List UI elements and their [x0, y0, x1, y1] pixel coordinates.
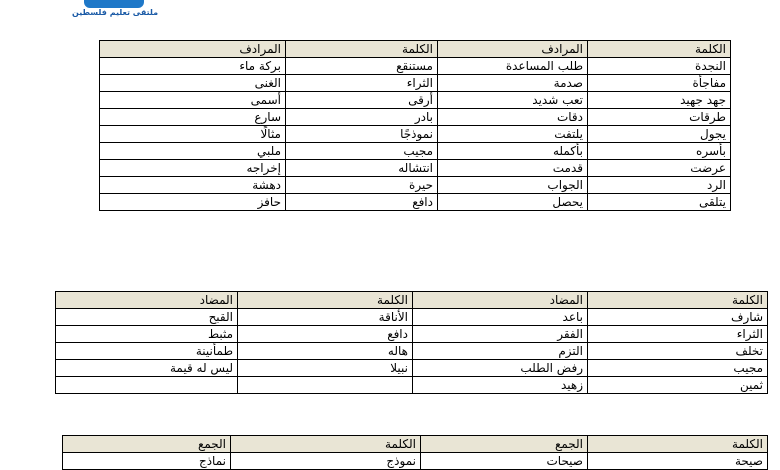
plurals-table — [62, 435, 768, 470]
table-cell: مثبط — [56, 326, 238, 343]
column-header: الكلمة — [286, 41, 438, 58]
table-row — [100, 143, 731, 160]
table-cell: الثراء — [286, 75, 438, 92]
table-cell: ملبي — [100, 143, 286, 160]
table-cell: مستنقع — [286, 58, 438, 75]
table-cell: انتشاله — [286, 160, 438, 177]
table-cell: النجدة — [588, 58, 731, 75]
table-cell: بأكمله — [438, 143, 588, 160]
table-cell: بأسره — [588, 143, 731, 160]
table-cell: صيحات — [421, 453, 588, 470]
table-cell: مجيب — [588, 360, 768, 377]
table-cell: بركة ماء — [100, 58, 286, 75]
table-row — [63, 453, 768, 470]
table-cell: الثراء — [588, 326, 768, 343]
antonyms-table — [55, 291, 768, 394]
table-cell: التزم — [413, 343, 588, 360]
table-cell: دهشة — [100, 177, 286, 194]
table-cell: قدمت — [438, 160, 588, 177]
logo-text: ملتقى تعليم فلسطين — [72, 8, 159, 17]
table-cell: يلتفت — [438, 126, 588, 143]
table-cell: تخلف — [588, 343, 768, 360]
table-cell: طرقات — [588, 109, 731, 126]
table-row — [100, 75, 731, 92]
column-header: المرادف — [438, 41, 588, 58]
table-row — [56, 360, 768, 377]
column-header: المضاد — [56, 292, 238, 309]
table-cell: رفض الطلب — [413, 360, 588, 377]
column-header: الكلمة — [238, 292, 413, 309]
table-cell: دقات — [438, 109, 588, 126]
table-header-row — [56, 292, 768, 309]
table-cell: نماذج — [63, 453, 231, 470]
table-cell: نموذجًا — [286, 126, 438, 143]
table-cell — [56, 377, 238, 394]
table-cell: طلب المساعدة — [438, 58, 588, 75]
table-cell: نموذج — [231, 453, 421, 470]
table-cell: باعد — [413, 309, 588, 326]
column-header: الجمع — [63, 436, 231, 453]
table-cell: الغنى — [100, 75, 286, 92]
table-row — [100, 109, 731, 126]
table-cell: مفاجأة — [588, 75, 731, 92]
column-header: الكلمة — [588, 292, 768, 309]
table-row — [56, 326, 768, 343]
synonyms-table — [99, 40, 731, 211]
table-cell: القبح — [56, 309, 238, 326]
table-cell: زهيد — [413, 377, 588, 394]
table-header-row — [63, 436, 768, 453]
table-cell: الفقر — [413, 326, 588, 343]
logo-graphic — [84, 0, 144, 8]
table-row — [100, 194, 731, 211]
table-row — [100, 92, 731, 109]
table-cell: الأناقة — [238, 309, 413, 326]
page-title-cropped — [290, 0, 490, 8]
table-cell: عرضت — [588, 160, 731, 177]
table-header-row — [100, 41, 731, 58]
table-cell: يجول — [588, 126, 731, 143]
table-cell: أسمى — [100, 92, 286, 109]
table-row — [56, 377, 768, 394]
column-header: المضاد — [413, 292, 588, 309]
table-cell: الجواب — [438, 177, 588, 194]
table-cell: جهد جهيد — [588, 92, 731, 109]
table-cell — [238, 377, 413, 394]
table-cell: سارع — [100, 109, 286, 126]
table-cell: ثمين — [588, 377, 768, 394]
table-cell: نبيلا — [238, 360, 413, 377]
table-cell: صيحة — [588, 453, 768, 470]
table-cell: ليس له قيمة — [56, 360, 238, 377]
table-cell: إخراجه — [100, 160, 286, 177]
column-header: المرادف — [100, 41, 286, 58]
table-cell: دافع — [286, 194, 438, 211]
table-cell: دافع — [238, 326, 413, 343]
table-row — [56, 343, 768, 360]
table-row — [100, 177, 731, 194]
table-cell: حافز — [100, 194, 286, 211]
table-cell: الرد — [588, 177, 731, 194]
table-cell: يتلقى — [588, 194, 731, 211]
column-header: الكلمة — [588, 41, 731, 58]
column-header: الكلمة — [231, 436, 421, 453]
table-row — [100, 126, 731, 143]
table-cell: مثالًا — [100, 126, 286, 143]
column-header: الجمع — [421, 436, 588, 453]
column-header: الكلمة — [588, 436, 768, 453]
table-cell: صدمة — [438, 75, 588, 92]
table-cell: بادر — [286, 109, 438, 126]
site-logo — [72, 0, 158, 22]
table-row — [56, 309, 768, 326]
table-cell: هاله — [238, 343, 413, 360]
table-cell: أرقى — [286, 92, 438, 109]
table-cell: طمأنينة — [56, 343, 238, 360]
table-cell: يحصل — [438, 194, 588, 211]
table-cell: مجيب — [286, 143, 438, 160]
table-cell: تعب شديد — [438, 92, 588, 109]
table-cell: حيرة — [286, 177, 438, 194]
table-row — [100, 160, 731, 177]
table-cell: شارف — [588, 309, 768, 326]
table-row — [100, 58, 731, 75]
